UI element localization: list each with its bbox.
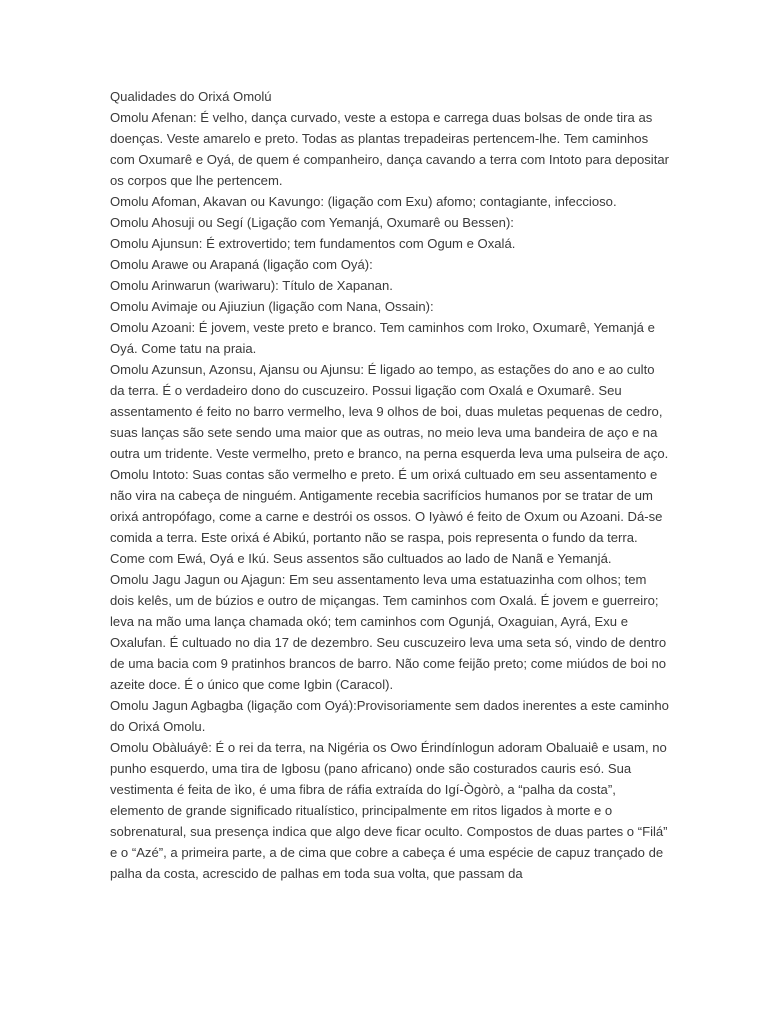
paragraph-ahosuji: Omolu Ahosuji ou Segí (Ligação com Yemanjá, Oxumarê ou Bessen): [110,215,514,230]
paragraph-afenan: Omolu Afenan: É velho, dança curvado, veste a estopa e carrega duas bolsas de onde tira as doenças. Veste amarelo e preto. Todas as plantas trepadeiras pertencem-lhe. Tem caminhos com Oxumarê e Oyá, de quem é companheiro, dança cavando a terra com Intoto para depositar os corpos que lhe pertencem. [110,110,669,188]
document-body [110,86,670,884]
paragraph-arawe: Omolu Arawe ou Arapaná (ligação com Oyá): [110,257,373,272]
paragraph-arinwarun: Omolu Arinwarun (wariwaru): Título de Xapanan. [110,278,393,293]
paragraph-obaluaye: Omolu Obàluáyê: É o rei da terra, na Nigéria os Owo Érindínlogun adoram Obaluaiê e usam, no punho esquerdo, uma tira de Igbosu (pano africano) onde são costurados cauris esó. Sua vestimenta é feita de ìko, é uma fibra de ráfia extraída do Igí-Ògòrò, a “palha da costa”, elemento de grande significado ritualístico, principalmente em ritos ligados à morte e o sobrenatural, sua presença indica que algo deve ficar oculto. Compostos de duas partes o “Filá” e o “Azé”, a primeira parte, a de cima que cobre a cabeça é uma espécie de capuz trançado de palha da costa, acrescido de palhas em toda sua volta, que passam da [110,740,668,881]
paragraph-intoto: Omolu Intoto: Suas contas são vermelho e preto. É um orixá cultuado em seu assentamento e não vira na cabeça de ninguém. Antigamente recebia sacrifícios humanos por se tratar de um orixá antropófago, come a carne e destrói os ossos. O Iyàwó é feito de Oxum ou Azoani. Dá-se comida a terra. Este orixá é Abikú, portanto não se raspa, pois representa o fundo da terra. Come com Ewá, Oyá e Ikú. Seus assentos são cultuados ao lado de Nanã e Yemanjá. [110,467,663,566]
paragraph-azunsun: Omolu Azunsun, Azonsu, Ajansu ou Ajunsu: É ligado ao tempo, as estações do ano e ao culto da terra. É o verdadeiro dono do cuscuzeiro. Possui ligação com Oxalá e Oxumarê. Seu assentamento é feito no barro vermelho, leva 9 olhos de boi, duas muletas pequenas de cedro, suas lanças são sete sendo uma maior que as outras, no meio leva uma bandeira de aço e na outra um tridente. Veste vermelho, preto e branco, na perna esquerda leva uma pulseira de aço. [110,362,669,461]
paragraph-jagun-agbagba: Omolu Jagun Agbagba (ligação com Oyá):Provisoriamente sem dados inerentes a este caminho do Orixá Omolu. [110,698,669,734]
paragraph-ajunsun: Omolu Ajunsun: É extrovertido; tem fundamentos com Ogum e Oxalá. [110,236,516,251]
paragraph-afoman: Omolu Afoman, Akavan ou Kavungo: (ligação com Exu) afomo; contagiante, infeccioso. [110,194,617,209]
paragraph-azoani: Omolu Azoani: É jovem, veste preto e branco. Tem caminhos com Iroko, Oxumarê, Yemanjá e Oyá. Come tatu na praia. [110,320,655,356]
paragraph-avimaje: Omolu Avimaje ou Ajiuziun (ligação com Nana, Ossain): [110,299,434,314]
document-title: Qualidades do Orixá Omolú [110,89,272,104]
paragraph-jagun: Omolu Jagu Jagun ou Ajagun: Em seu assentamento leva uma estatuazinha com olhos; tem dois kelês, um de búzios e outro de miçangas. Tem caminhos com Oxalá. É jovem e guerreiro; leva na mão uma lança chamada okó; tem caminhos com Ogunjá, Oxaguian, Ayrá, Exu e Oxalufan. É cultuado no dia 17 de dezembro. Seu cuscuzeiro leva uma seta só, vindo de dentro de uma bacia com 9 pratinhos brancos de barro. Não come feijão preto; come miúdos de boi no azeite doce. É o único que come Igbin (Caracol). [110,572,667,692]
